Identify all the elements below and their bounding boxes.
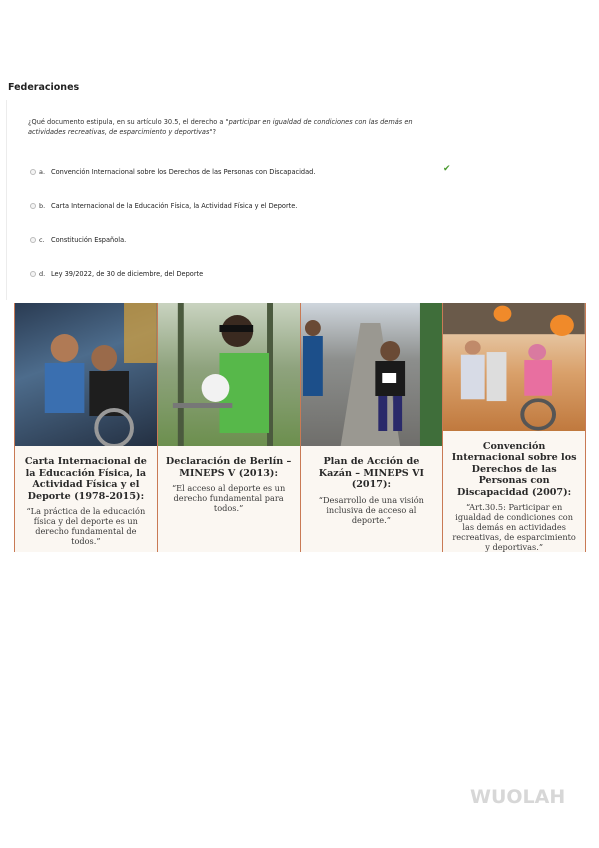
panel-title: Carta Internacional de la Educación Física, la Actividad Física y el Deporte (1978-2015): [24, 456, 147, 502]
option-letter: c. [39, 236, 45, 244]
option-letter: d. [39, 270, 46, 278]
option-label: Convención Internacional sobre los Derechos de las Personas con Discapacidad. [51, 168, 316, 176]
option-d[interactable] [30, 268, 450, 280]
section-title: Federaciones [8, 82, 80, 93]
option-a[interactable] [30, 166, 450, 178]
photo-balloon-game [443, 303, 585, 431]
panel-quote: “El acceso al deporte es un derecho fundamental para todos.” [172, 483, 286, 513]
option-b[interactable] [30, 200, 450, 212]
panel-title: Convención Internacional sobre los Derechos de las Personas con Discapacidad (2007): [451, 440, 577, 498]
wuolah-watermark: WUOLAH [470, 786, 566, 808]
panel-title: Plan de Acción de Kazán – MINEPS VI (2017): [318, 456, 425, 490]
radio-c[interactable] [30, 237, 36, 243]
radio-b[interactable] [30, 203, 36, 209]
question-part-2: "? [209, 128, 216, 136]
panel-quote: “Art.30.5: Participar en igualdad de condiciones con las demás en actividades recreativas, de esparcimiento y deportivas.” [452, 502, 576, 552]
option-letter: a. [39, 168, 46, 176]
radio-a[interactable] [30, 169, 36, 175]
panel-quote: “Desarrollo de una visión inclusiva de acceso al deporte.” [318, 494, 424, 525]
banner-panel-berlin [158, 303, 301, 552]
infographic-banner [14, 303, 586, 552]
question-text [28, 117, 438, 137]
option-letter: b. [39, 202, 46, 210]
banner-panel-convencion [443, 303, 586, 552]
option-label: Ley 39/2022, de 30 de diciembre, del Deporte [51, 270, 204, 278]
question-part-1: ¿Qué documento estipula, en su artículo 30.5, el derecho a " [28, 118, 229, 126]
photo-blindfolded-batter [158, 303, 300, 446]
banner-panel-kazan [301, 303, 444, 552]
banner-panel-carta [14, 303, 158, 552]
radio-d[interactable] [30, 271, 36, 277]
option-c[interactable] [30, 234, 450, 246]
photo-children-wheelchair [15, 303, 157, 446]
question-quote: participar en igualdad de condiciones con las demás en actividades recreativas, de esparcimiento y deportivas [28, 118, 413, 136]
check-icon: ✔ [443, 164, 451, 174]
option-label: Constitución Española. [51, 236, 127, 244]
panel-quote: “La práctica de la educación física y del deporte es un derecho fundamental de todos.” [26, 506, 146, 546]
photo-runners [301, 303, 443, 446]
panel-title: Declaración de Berlín – MINEPS V (2013): [165, 456, 292, 479]
option-label: Carta Internacional de la Educación Física, la Actividad Física y el Deporte. [51, 202, 298, 210]
